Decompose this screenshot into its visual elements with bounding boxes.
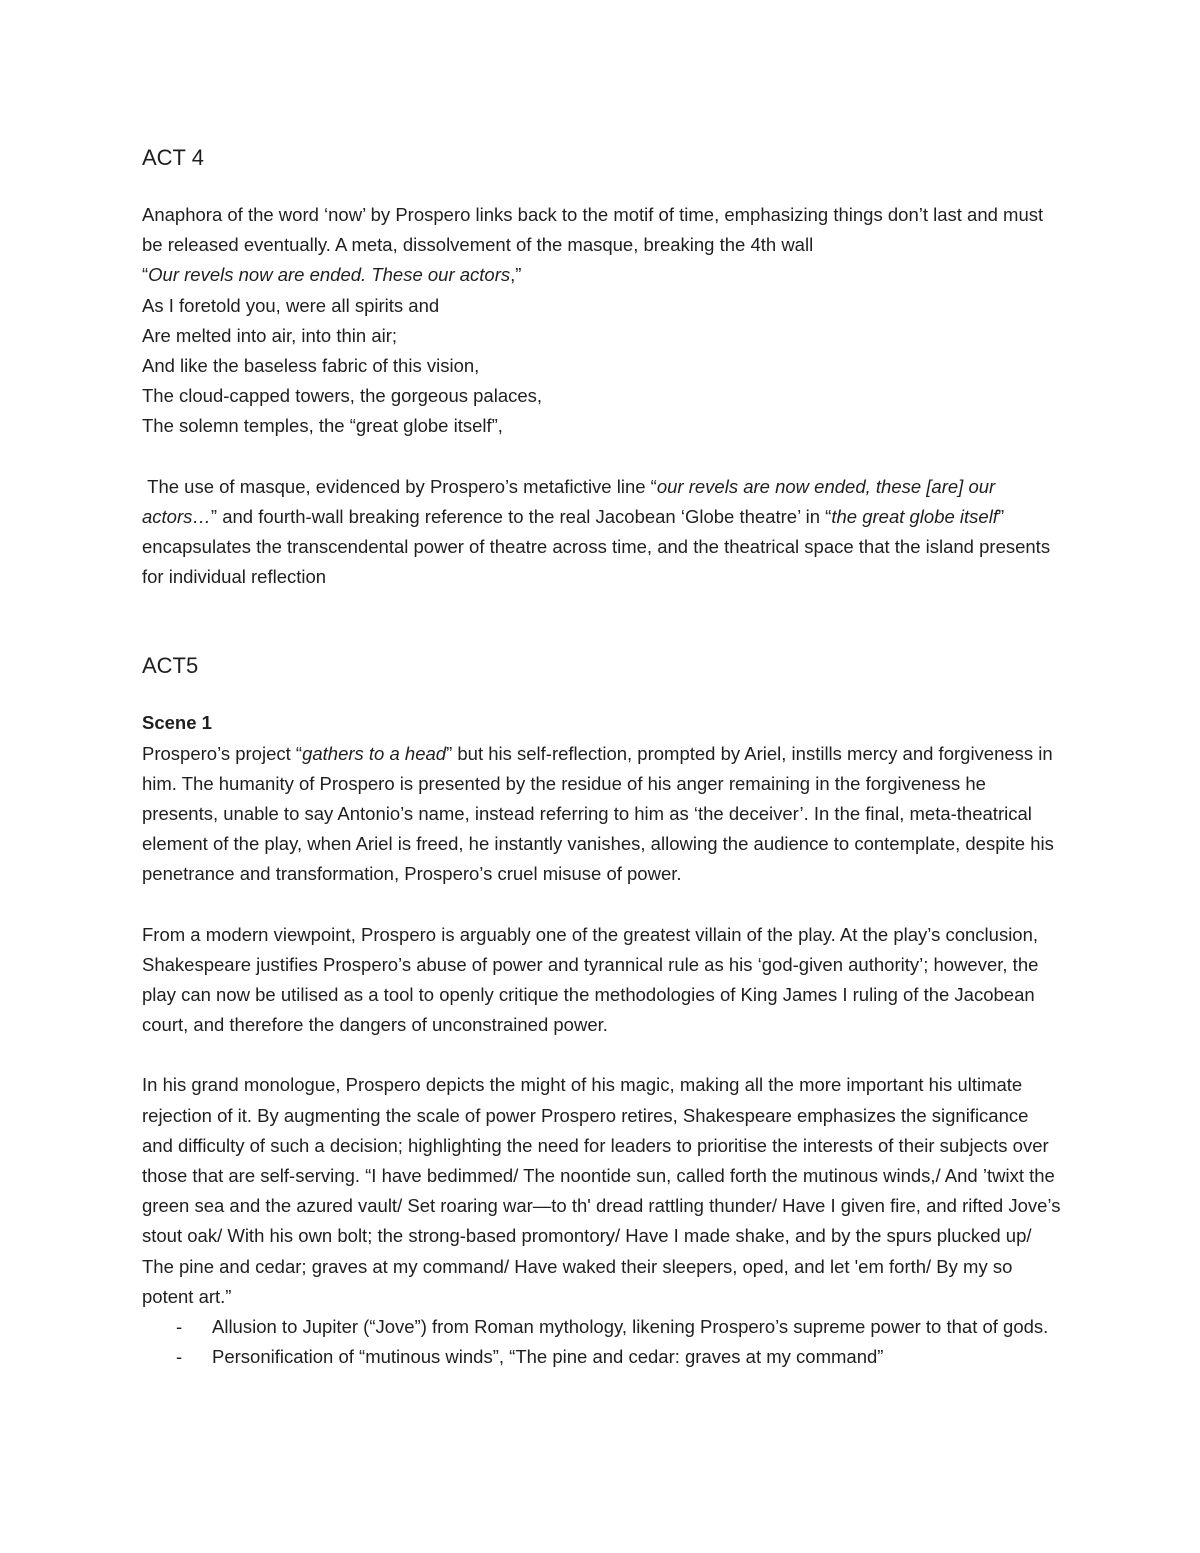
- act5-paragraph-3: In his grand monologue, Prospero depicts the might of his magic, making all the more important his ultimate rejection of it. By augmenting the scale of power Prospero retires, Shakespeare emphasizes the significance and difficulty of such a decision; highlighting the need for leaders to prioritise the interests of their subjects over those that are self-serving. “I have bedimmed/ The noontide sun, called forth the mutinous winds,/ And ’twixt the green sea and the azured vault/ Set roaring war—to th' dread rattling thunder/ Have I given fire, and rifted Jove’s stout oak/ With his own bolt; the strong-based promontory/ Have I made shake, and by the spurs plucked up/ The pine and cedar; graves at my command/ Have waked their sleepers, oped, and let 'em forth/ By my so potent art.”: [142, 1074, 1061, 1307]
- verse-line: The solemn temples, the “great globe itself”,: [142, 415, 503, 437]
- act4-quote-italic: Our revels now are ended. These our actors: [148, 264, 511, 286]
- act5-heading: ACT5: [142, 653, 199, 679]
- document-page: [142, 140, 1062, 1373]
- act4-analysis-paragraph: The use of masque, evidenced by Prospero’s metafictive line “our revels are now ended, these [are] our actors…” and fourth-wall breaking reference to the real Jacobean ‘Globe theatre’ in “the great globe itself” encapsulates the transcendental power of theatre across time, and the theatrical space that the island presents for individual reflection: [142, 475, 1056, 588]
- verse-line: The cloud-capped towers, the gorgeous palaces,: [142, 385, 543, 407]
- verse-line: As I foretold you, were all spirits and: [142, 294, 440, 316]
- dash-bullet: -: [176, 1346, 183, 1368]
- act4-quote-line: “Our revels now are ended. These our actors,”: [142, 264, 522, 286]
- scene-title: Scene 1: [142, 712, 212, 734]
- verse-line: Are melted into air, into thin air;: [142, 324, 398, 346]
- act5-paragraph-2: From a modern viewpoint, Prospero is arguably one of the greatest villain of the play. At the play’s conclusion, Shakespeare justifies Prospero’s abuse of power and tyrannical rule as his ‘god-given authority’; however, the play can now be utilised as a tool to openly critique the methodologies of King James I ruling of the Jacobean court, and therefore the dangers of unconstrained power.: [142, 923, 1039, 1036]
- dash-bullet: -: [176, 1316, 183, 1338]
- list-item: - Personification of “mutinous winds”, “The pine and cedar: graves at my command”: [142, 1342, 1062, 1372]
- analysis-bullet-list: [142, 1312, 1062, 1372]
- act4-intro: Anaphora of the word ‘now’ by Prospero links back to the motif of time, emphasizing things don’t last and must be released eventually. A meta, dissolvement of the masque, breaking the 4th wall: [142, 204, 1044, 256]
- act5-paragraph-1: Prospero’s project “gathers to a head” but his self-reflection, prompted by Ariel, instills mercy and forgiveness in him. The humanity of Prospero is presented by the residue of his anger remaining in the forgiveness he presents, unable to say Antonio’s name, instead referring to him as ‘the deceiver’. In the final, meta-theatrical element of the play, when Ariel is freed, he instantly vanishes, allowing the audience to contemplate, despite his penetrance and transformation, Prospero’s cruel misuse of power.: [142, 742, 1054, 885]
- verse-line: And like the baseless fabric of this vision,: [142, 355, 480, 377]
- list-item: - Allusion to Jupiter (“Jove”) from Roman mythology, likening Prospero’s supreme power to that of gods.: [142, 1312, 1062, 1342]
- act4-heading: ACT 4: [142, 145, 204, 170]
